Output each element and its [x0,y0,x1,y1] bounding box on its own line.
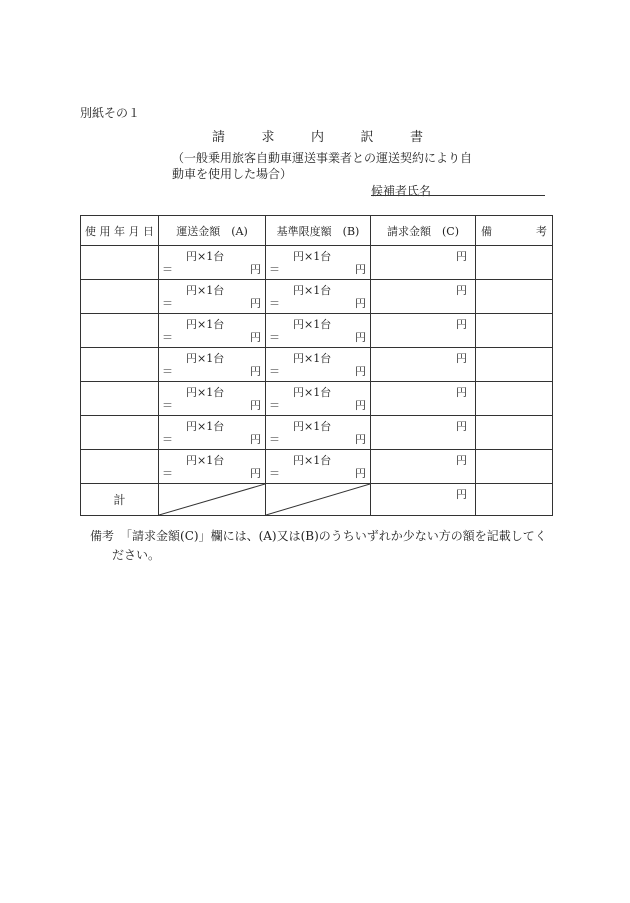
date-cell[interactable] [81,450,159,484]
claim-amount-cell-content [371,246,475,279]
header-base-limit: 基準限度額 (B) [266,216,371,246]
yen-label: 円 [355,263,366,276]
table-row [81,348,553,382]
equals-sign: ＝ [269,399,280,412]
title-char: 求 [261,130,275,145]
document-title [212,126,423,145]
total-remarks-cell[interactable] [476,484,553,516]
per-unit-label: 円×1台 [186,318,225,331]
per-unit-label: 円×1台 [293,318,332,331]
equals-sign: ＝ [162,331,173,344]
claim-amount-cell-content [371,450,475,483]
date-cell[interactable] [81,348,159,382]
candidate-name-label: 候補者氏名 [371,184,432,198]
transport-amount-cell-content [159,348,265,381]
date-cell[interactable] [81,280,159,314]
base-limit-cell-content [266,416,370,449]
per-unit-label: 円×1台 [293,454,332,467]
claim-amount-cell[interactable] [371,314,476,348]
header-transport-amount: 運送金額 (A) [159,216,266,246]
transport-amount-cell-content [159,416,265,449]
subtitle-line-2: 動車を使用した場合） [172,167,293,181]
yen-label: 円 [456,352,467,365]
per-unit-label: 円×1台 [293,420,332,433]
claim-amount-cell[interactable] [371,280,476,314]
total-transport-cell-crossed [159,484,266,516]
remarks-cell[interactable] [476,246,553,280]
equals-sign: ＝ [162,365,173,378]
yen-label: 円 [456,420,467,433]
candidate-name-field-line[interactable] [371,195,545,196]
table-row [81,314,553,348]
base-limit-cell-content [266,246,370,279]
transport-amount-cell[interactable] [159,416,266,450]
header-date: 使 用 年 月 日 [81,216,159,246]
yen-label: 円 [355,399,366,412]
equals-sign: ＝ [269,365,280,378]
equals-sign: ＝ [162,263,173,276]
transport-amount-cell-content [159,382,265,415]
table-row [81,382,553,416]
remarks-cell[interactable] [476,280,553,314]
remarks-cell[interactable] [476,416,553,450]
per-unit-label: 円×1台 [186,386,225,399]
diagonal-strike [266,484,370,515]
base-limit-cell[interactable] [266,246,371,280]
title-char: 内 [311,130,325,145]
table-header-row [81,216,553,246]
claim-amount-cell-content [371,280,475,313]
remarks-note-line-1 [90,527,547,544]
yen-label: 円 [456,318,467,331]
yen-label: 円 [355,297,366,310]
per-unit-label: 円×1台 [186,454,225,467]
claim-amount-cell-content [371,382,475,415]
table-row [81,416,553,450]
transport-amount-cell[interactable] [159,246,266,280]
diagonal-strike [159,484,265,515]
table-row [81,246,553,280]
equals-sign: ＝ [162,433,173,446]
yen-label: 円 [456,488,467,501]
yen-label: 円 [250,365,261,378]
title-char: 訳 [360,130,374,145]
transport-amount-cell[interactable] [159,382,266,416]
yen-label: 円 [250,263,261,276]
yen-label: 円 [355,331,366,344]
remarks-cell[interactable] [476,314,553,348]
annex-label: 別紙その１ [80,106,141,120]
table-row [81,280,553,314]
yen-label: 円 [250,297,261,310]
base-limit-cell-content [266,450,370,483]
header-remarks-right: 考 [536,224,547,238]
total-claim-cell-content [371,484,475,515]
yen-label: 円 [456,454,467,467]
yen-label: 円 [355,365,366,378]
transport-amount-cell[interactable] [159,314,266,348]
equals-sign: ＝ [269,331,280,344]
base-limit-cell[interactable] [266,416,371,450]
claim-amount-cell[interactable] [371,348,476,382]
base-limit-cell[interactable] [266,450,371,484]
date-cell[interactable] [81,382,159,416]
yen-label: 円 [456,284,467,297]
remarks-cell[interactable] [476,450,553,484]
equals-sign: ＝ [269,263,280,276]
transport-amount-cell-content [159,246,265,279]
header-claim-amount: 請求金額 (C) [371,216,476,246]
equals-sign: ＝ [269,467,280,480]
per-unit-label: 円×1台 [293,284,332,297]
per-unit-label: 円×1台 [186,352,225,365]
base-limit-cell[interactable] [266,348,371,382]
title-char: 請 [212,130,226,145]
transport-amount-cell[interactable] [159,348,266,382]
per-unit-label: 円×1台 [186,250,225,263]
claim-breakdown-table [80,215,553,516]
remarks-note-text: 「請求金額(C)」欄には、(A)又は(B)のうちいずれか少ない方の額を記載してく [126,529,547,543]
base-limit-cell[interactable] [266,280,371,314]
yen-label: 円 [355,467,366,480]
transport-amount-cell[interactable] [159,450,266,484]
base-limit-cell-content [266,280,370,313]
equals-sign: ＝ [162,399,173,412]
title-char: 書 [410,130,424,145]
equals-sign: ＝ [162,297,173,310]
yen-label: 円 [250,467,261,480]
claim-amount-cell[interactable] [371,450,476,484]
yen-label: 円 [250,399,261,412]
transport-amount-cell-content [159,314,265,347]
table-row [81,450,553,484]
header-remarks [476,216,553,246]
claim-amount-cell[interactable] [371,382,476,416]
claim-amount-cell-content [371,416,475,449]
yen-label: 円 [250,433,261,446]
per-unit-label: 円×1台 [186,284,225,297]
transport-amount-cell-content [159,450,265,483]
base-limit-cell[interactable] [266,382,371,416]
claim-amount-cell-content [371,314,475,347]
total-claim-cell[interactable] [371,484,476,516]
subtitle-line-1: （一般乗用旅客自動車運送事業者との運送契約により自 [172,151,473,165]
yen-label: 円 [355,433,366,446]
transport-amount-cell-content [159,280,265,313]
base-limit-cell[interactable] [266,314,371,348]
remarks-cell[interactable] [476,382,553,416]
per-unit-label: 円×1台 [293,352,332,365]
equals-sign: ＝ [269,433,280,446]
transport-amount-cell[interactable] [159,280,266,314]
equals-sign: ＝ [162,467,173,480]
claim-amount-cell-content [371,348,475,381]
base-limit-cell-content [266,348,370,381]
claim-amount-cell[interactable] [371,416,476,450]
header-remarks-left: 備 [481,224,492,238]
base-limit-cell-content [266,382,370,415]
total-base-cell-crossed [266,484,371,516]
per-unit-label: 円×1台 [186,420,225,433]
date-cell[interactable] [81,416,159,450]
yen-label: 円 [456,250,467,263]
claim-amount-cell[interactable] [371,246,476,280]
per-unit-label: 円×1台 [293,250,332,263]
equals-sign: ＝ [269,297,280,310]
remarks-cell[interactable] [476,348,553,382]
date-cell[interactable] [81,314,159,348]
remarks-note-label: 備考 [90,529,115,543]
total-label: 計 [81,484,159,516]
date-cell[interactable] [81,246,159,280]
total-row [81,484,553,516]
yen-label: 円 [250,331,261,344]
yen-label: 円 [456,386,467,399]
base-limit-cell-content [266,314,370,347]
remarks-note-line-2: ださい。 [112,548,161,562]
per-unit-label: 円×1台 [293,386,332,399]
